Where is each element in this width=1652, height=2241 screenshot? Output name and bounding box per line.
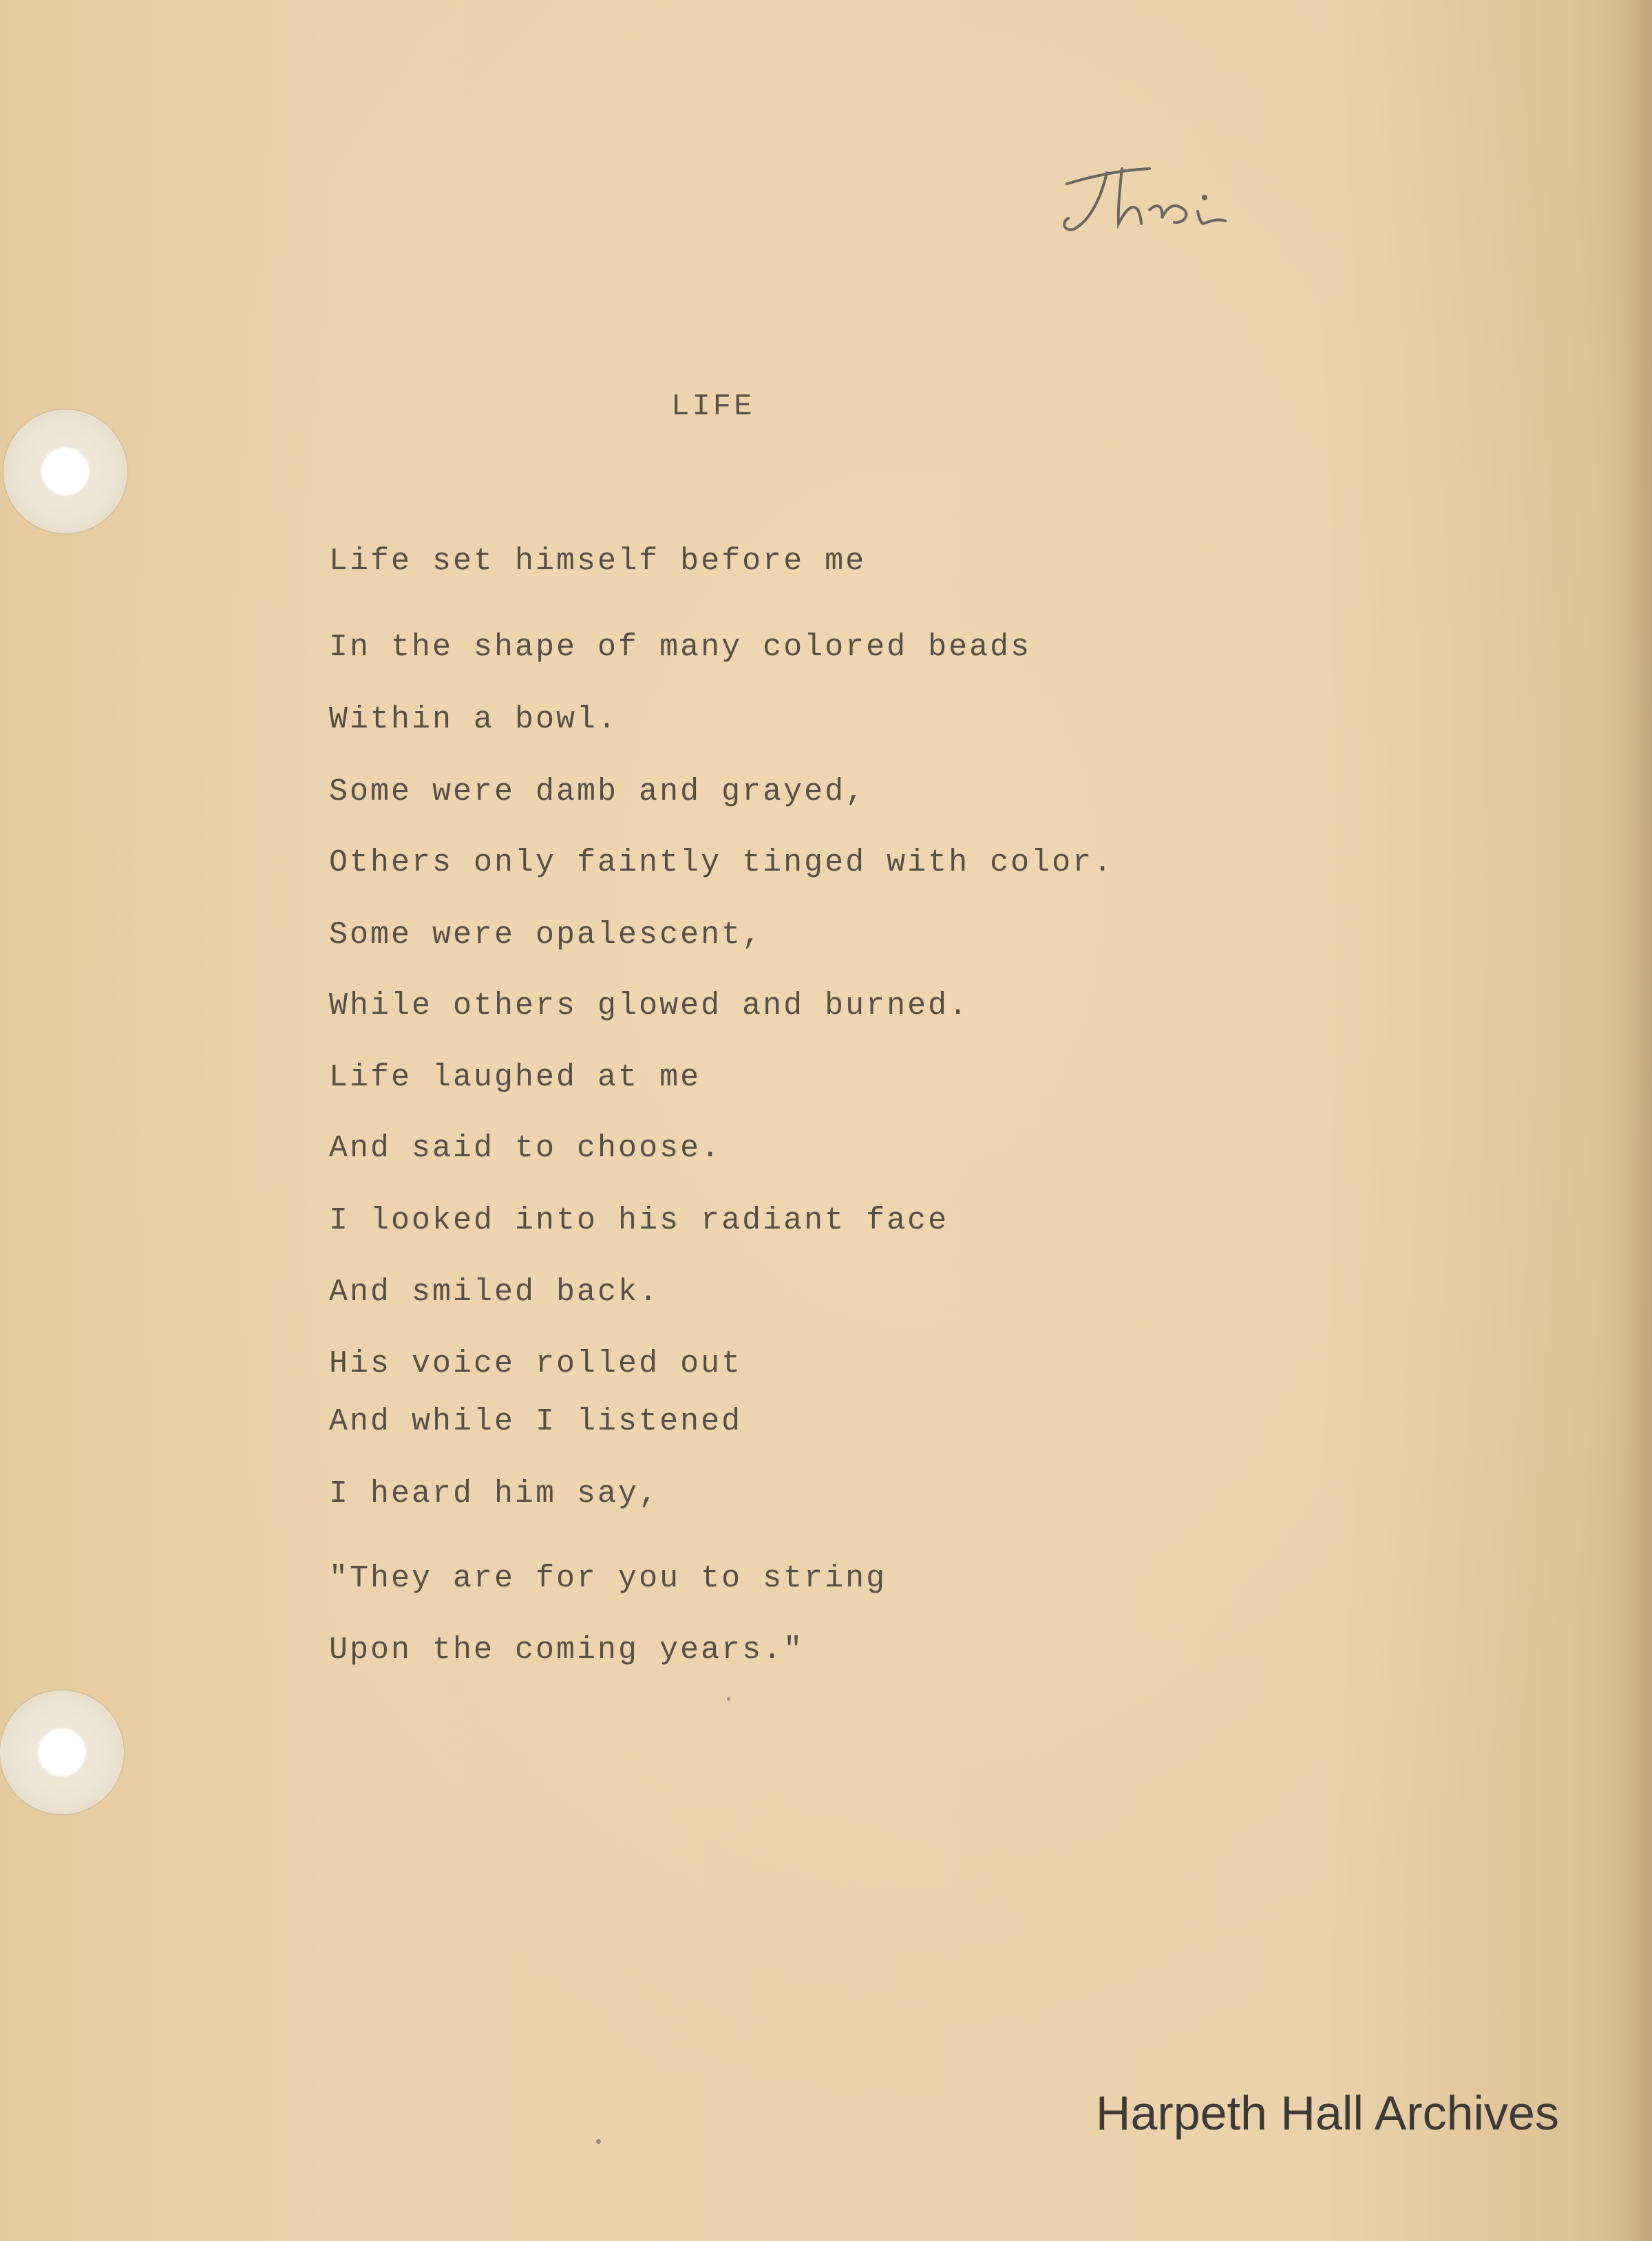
poem-line: I heard him say, xyxy=(329,1476,660,1511)
paper-speck xyxy=(727,1697,730,1701)
handwritten-pencil-note xyxy=(1053,155,1246,237)
paper-speck xyxy=(596,2139,601,2144)
page-edge-shadow xyxy=(1624,0,1652,2241)
poem-line: And while I listened xyxy=(329,1404,743,1439)
punch-hole-reinforcer-bottom xyxy=(0,1690,124,1814)
punch-hole-reinforcer-top xyxy=(3,410,127,533)
poem-line: Life set himself before me xyxy=(329,544,867,579)
poem-title: LIFE xyxy=(671,390,755,424)
poem-line: His voice rolled out xyxy=(329,1346,743,1381)
poem-line: Upon the coming years." xyxy=(329,1633,805,1668)
poem-line: Within a bowl. xyxy=(329,702,619,737)
poem-line: Others only faintly tinged with color. xyxy=(329,845,1114,880)
poem-line: I looked into his radiant face xyxy=(329,1203,949,1238)
poem-line: Some were damb and grayed, xyxy=(329,774,867,809)
poem-line: And said to choose. xyxy=(329,1131,722,1166)
poem-line: While others glowed and burned. xyxy=(329,988,970,1023)
poem-line: And smiled back. xyxy=(329,1275,660,1310)
poem-line: "They are for you to string xyxy=(329,1561,887,1596)
archive-watermark: Harpeth Hall Archives xyxy=(1095,2086,1559,2140)
poem-line: Life laughed at me xyxy=(329,1060,701,1095)
poem-line: In the shape of many colored beads xyxy=(329,630,1032,665)
poem-line: Some were opalescent, xyxy=(329,917,763,953)
